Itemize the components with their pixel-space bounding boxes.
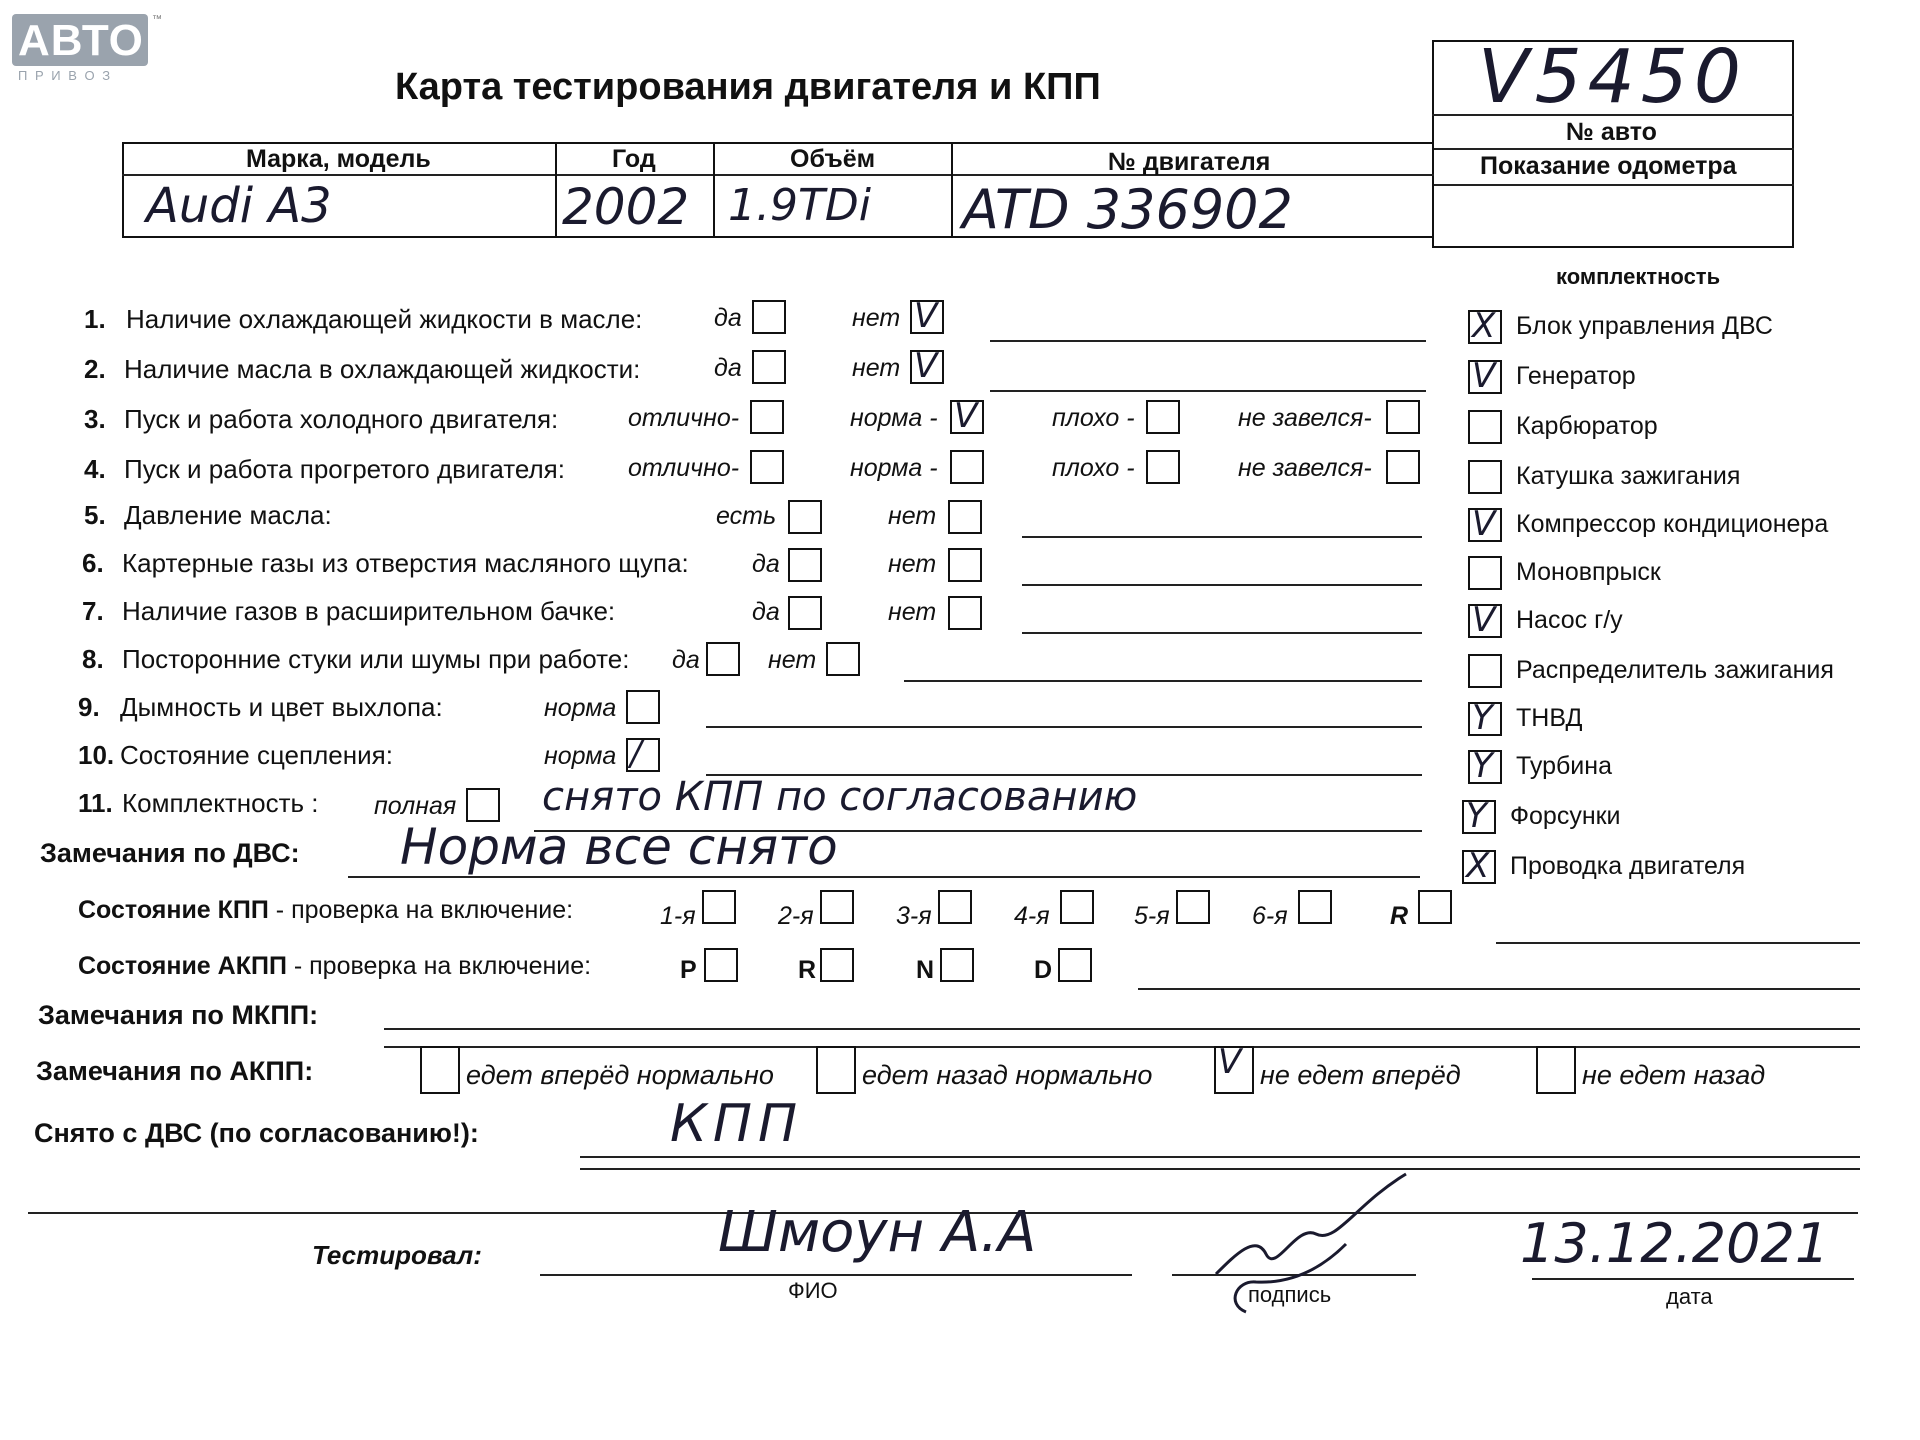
tested-label: Тестировал: — [312, 1240, 482, 1270]
completeness-item-10: Форсунки — [1510, 802, 1621, 830]
completeness-check-6-mark: V — [1472, 600, 1496, 640]
vehicle-number-value: V5450 — [1478, 34, 1747, 120]
page-title: Карта тестирования двигателя и КПП — [395, 66, 1101, 108]
kpp-gear-label-0: 1-я — [660, 902, 696, 930]
akpp-remark-checkbox-2[interactable] — [1214, 1042, 1254, 1094]
q3-opt-0-label: отлично- — [628, 404, 740, 432]
q7-opt-a-label: да — [752, 598, 780, 626]
q4-opt-1-checkbox[interactable] — [950, 450, 984, 484]
completeness-check-9[interactable] — [1468, 746, 1502, 786]
completeness-item-2: Карбюратор — [1516, 412, 1658, 440]
question-text-6: Наличие газов в расширительном бачке: — [122, 596, 616, 626]
q2-opt-yes-label: да — [714, 354, 742, 382]
q1-yes-checkbox[interactable] — [752, 300, 786, 334]
akpp-gear-checkbox-2[interactable] — [940, 948, 974, 982]
kpp-state-label: Состояние КПП - проверка на включение: — [78, 896, 574, 924]
logo-tm: ™ — [152, 14, 162, 25]
akpp-gear-label-0: P — [680, 956, 697, 984]
mkpp-remarks-label: Замечания по МКПП: — [38, 1000, 319, 1030]
question-text-1: Наличие масла в охлаждающей жидкости: — [124, 354, 641, 384]
akpp-gear-checkbox-0[interactable] — [704, 948, 738, 982]
question-text-9: Состояние сцепления: — [120, 740, 393, 770]
question-num-1: 2. — [84, 354, 106, 384]
completeness-item-5: Моновпрыск — [1516, 558, 1661, 586]
kpp-gear-checkbox-4[interactable] — [1176, 890, 1210, 924]
tester-name-value: Шмоун А.А — [718, 1200, 1037, 1265]
q3-opt-1-checkbox[interactable] — [950, 396, 984, 436]
question-num-5: 6. — [82, 548, 104, 578]
volume-value: 1.9TDi — [728, 180, 871, 231]
q4-opt-1-label: норма - — [850, 454, 938, 482]
completeness-item-8: ТНВД — [1516, 704, 1583, 732]
q5-opt-b-label: нет — [888, 502, 937, 530]
q10-checkbox-mark: / — [630, 734, 642, 774]
logo-subtitle: П Р И В О З — [18, 68, 113, 83]
q5-opt-a-label: есть — [716, 502, 777, 530]
kpp-gear-label-2: 3-я — [896, 902, 932, 930]
completeness-check-8[interactable] — [1468, 698, 1502, 738]
q8-opt-a-checkbox[interactable] — [706, 642, 740, 676]
completeness-item-0: Блок управления ДВС — [1516, 312, 1773, 340]
completeness-check-9-mark: Y — [1472, 746, 1493, 786]
odometer-label: Показание одометра — [1480, 152, 1737, 180]
akpp-remark-label-2: не едет вперёд — [1260, 1060, 1461, 1090]
akpp-remarks-label: Замечания по АКПП: — [36, 1056, 314, 1086]
q3-opt-3-label: не завелся- — [1238, 404, 1372, 432]
akpp-remark-checkbox-2-mark: V — [1218, 1042, 1242, 1082]
kpp-gear-checkbox-1[interactable] — [820, 890, 854, 924]
q6-opt-a-checkbox[interactable] — [788, 548, 822, 582]
completeness-check-4[interactable] — [1468, 504, 1502, 544]
akpp-remark-label-1: едет назад нормально — [862, 1060, 1153, 1090]
akpp-gear-label-2: N — [916, 956, 935, 984]
q7-opt-b-checkbox[interactable] — [948, 596, 982, 630]
akpp-remark-checkbox-3[interactable] — [1536, 1046, 1576, 1094]
q2-opt-no-label: нет — [852, 354, 901, 382]
question-text-7: Посторонние стуки или шумы при работе: — [122, 644, 630, 674]
completeness-item-4: Компрессор кондиционера — [1516, 510, 1829, 538]
q4-opt-0-label: отлично- — [628, 454, 740, 482]
completeness-check-3[interactable] — [1468, 460, 1502, 494]
signature-caption: подпись — [1248, 1282, 1332, 1307]
kpp-gear-label-4: 5-я — [1134, 902, 1170, 930]
q1-no-checkbox-mark: V — [914, 296, 938, 336]
kpp-gear-checkbox-6[interactable] — [1418, 890, 1452, 924]
q9-opt-label: норма — [544, 694, 617, 722]
completeness-check-5[interactable] — [1468, 556, 1502, 590]
col-year-label: Год — [612, 145, 656, 173]
completeness-check-2[interactable] — [1468, 410, 1502, 444]
year-value: 2002 — [562, 178, 690, 236]
q5-opt-b-checkbox[interactable] — [948, 500, 982, 534]
completeness-item-11: Проводка двигателя — [1510, 852, 1746, 880]
engine-number-value: ATD 336902 — [962, 178, 1293, 241]
test-date-value: 13.12.2021 — [1520, 1212, 1830, 1275]
completeness-check-7[interactable] — [1468, 654, 1502, 688]
completeness-title: комплектность — [1556, 264, 1721, 289]
question-text-3: Пуск и работа прогретого двигателя: — [124, 454, 565, 484]
q11-note: снято КПП по согласованию — [542, 774, 1138, 820]
completeness-item-7: Распределитель зажигания — [1516, 656, 1834, 684]
q4-opt-3-label: не завелся- — [1238, 454, 1372, 482]
dvs-remarks-value: Норма все снято — [400, 818, 838, 876]
date-caption: дата — [1666, 1284, 1713, 1309]
q7-opt-a-checkbox[interactable] — [788, 596, 822, 630]
question-text-8: Дымность и цвет выхлопа: — [120, 692, 443, 722]
completeness-check-10[interactable] — [1462, 796, 1496, 836]
kpp-gear-label-3: 4-я — [1014, 902, 1050, 930]
q10-opt-label: норма — [544, 742, 617, 770]
question-num-0: 1. — [84, 304, 106, 334]
kpp-gear-label-6: R — [1390, 902, 1409, 930]
question-num-9: 10. — [78, 740, 115, 770]
q3-opt-2-checkbox[interactable] — [1146, 400, 1180, 434]
completeness-item-1: Генератор — [1516, 362, 1636, 390]
question-text-0: Наличие охлаждающей жидкости в масле: — [126, 304, 643, 334]
question-text-10: Комплектность : — [122, 788, 319, 818]
q8-opt-a-label: да — [672, 646, 700, 674]
question-text-2: Пуск и работа холодного двигателя: — [124, 404, 559, 434]
q4-opt-2-label: плохо - — [1052, 454, 1135, 482]
akpp-gear-checkbox-3[interactable] — [1058, 948, 1092, 982]
akpp-remark-label-3: не едет назад — [1582, 1060, 1766, 1090]
completeness-check-8-mark: Y — [1472, 698, 1493, 738]
kpp-gear-checkbox-5[interactable] — [1298, 890, 1332, 924]
question-text-4: Давление масла: — [124, 500, 332, 530]
q6-opt-b-label: нет — [888, 550, 937, 578]
q6-opt-b-checkbox[interactable] — [948, 548, 982, 582]
q3-opt-0-checkbox[interactable] — [750, 400, 784, 434]
kpp-gear-checkbox-0[interactable] — [702, 890, 736, 924]
q3-opt-1-label: норма - — [850, 404, 938, 432]
question-num-4: 5. — [84, 500, 106, 530]
completeness-check-0[interactable] — [1468, 306, 1502, 346]
akpp-remark-checkbox-0[interactable] — [420, 1046, 460, 1094]
col-engine-label: № двигателя — [1108, 148, 1271, 176]
question-num-7: 8. — [82, 644, 104, 674]
completeness-item-9: Турбина — [1516, 752, 1612, 780]
completeness-check-1-mark: V — [1472, 356, 1496, 396]
tester-name-caption: ФИО — [788, 1278, 838, 1303]
q1-opt-no-label: нет — [852, 304, 901, 332]
q7-opt-b-label: нет — [888, 598, 937, 626]
vehicle-number-label: № авто — [1566, 118, 1657, 146]
kpp-gear-label-5: 6-я — [1252, 902, 1288, 930]
kpp-gear-label-1: 2-я — [778, 902, 814, 930]
akpp-remark-checkbox-1[interactable] — [816, 1046, 856, 1094]
q2-no-checkbox[interactable] — [910, 346, 944, 386]
completeness-check-0-mark: X — [1472, 306, 1496, 346]
completeness-check-11[interactable] — [1462, 846, 1496, 886]
completeness-item-3: Катушка зажигания — [1516, 462, 1741, 490]
q8-opt-b-checkbox[interactable] — [826, 642, 860, 676]
removed-value: КПП — [670, 1094, 804, 1154]
akpp-state-label: Состояние АКПП - проверка на включение: — [78, 952, 592, 980]
completeness-check-10-mark: Y — [1466, 796, 1487, 836]
logo — [12, 14, 162, 66]
q11-opt-label: полная — [374, 792, 457, 820]
q5-opt-a-checkbox[interactable] — [788, 500, 822, 534]
question-num-3: 4. — [84, 454, 106, 484]
q3-opt-1-checkbox-mark: V — [954, 396, 978, 436]
completeness-check-4-mark: V — [1472, 504, 1496, 544]
q8-opt-b-label: нет — [768, 646, 817, 674]
q10-checkbox[interactable] — [626, 734, 660, 774]
col-volume-label: Объём — [790, 145, 876, 173]
col-make-label: Марка, модель — [246, 145, 431, 173]
make-model-value: Audi A3 — [146, 178, 332, 234]
q2-no-checkbox-mark: V — [914, 346, 938, 386]
q4-opt-3-checkbox[interactable] — [1386, 450, 1420, 484]
completeness-check-11-mark: X — [1466, 846, 1490, 886]
q1-no-checkbox[interactable] — [910, 296, 944, 336]
akpp-remark-label-0: едет вперёд нормально — [466, 1060, 774, 1090]
question-num-2: 3. — [84, 404, 106, 434]
q6-opt-a-label: да — [752, 550, 780, 578]
kpp-gear-checkbox-3[interactable] — [1060, 890, 1094, 924]
dvs-remarks-label: Замечания по ДВС: — [40, 838, 300, 868]
completeness-item-6: Насос г/у — [1516, 606, 1623, 634]
q11-checkbox[interactable] — [466, 788, 500, 822]
removed-label: Снято с ДВС (по согласованию!): — [34, 1118, 479, 1148]
q4-opt-0-checkbox[interactable] — [750, 450, 784, 484]
completeness-check-6[interactable] — [1468, 600, 1502, 640]
completeness-check-1[interactable] — [1468, 356, 1502, 396]
q2-yes-checkbox[interactable] — [752, 350, 786, 384]
q1-opt-yes-label: да — [714, 304, 742, 332]
akpp-gear-label-3: D — [1034, 956, 1053, 984]
q4-opt-2-checkbox[interactable] — [1146, 450, 1180, 484]
q3-opt-2-label: плохо - — [1052, 404, 1135, 432]
question-text-5: Картерные газы из отверстия масляного щупа: — [122, 548, 689, 578]
q9-checkbox[interactable] — [626, 690, 660, 724]
kpp-gear-checkbox-2[interactable] — [938, 890, 972, 924]
akpp-gear-checkbox-1[interactable] — [820, 948, 854, 982]
question-num-6: 7. — [82, 596, 104, 626]
akpp-gear-label-1: R — [798, 956, 817, 984]
question-num-8: 9. — [78, 692, 100, 722]
question-num-10: 11. — [78, 788, 113, 818]
q3-opt-3-checkbox[interactable] — [1386, 400, 1420, 434]
logo-text: АВТО — [18, 16, 144, 65]
